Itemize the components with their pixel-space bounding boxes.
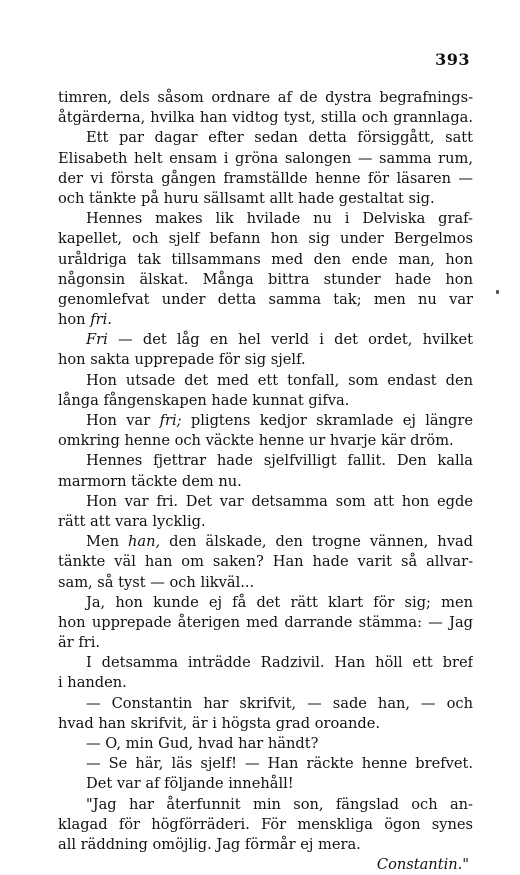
- page-number: 393: [435, 50, 470, 69]
- text-line: hvad han skrifvit, är i högsta grad oroande.: [58, 714, 381, 732]
- text-line: Hon var fri; pligtens kedjor skramlade ej längre: [86, 412, 473, 429]
- text-line: Fri — det låg en hel verld i det ordet, hvilket: [86, 331, 473, 349]
- text-line: kapellet, och sjelf befann hon sig under Bergelmos: [58, 230, 473, 248]
- text-line: rätt att vara lycklig.: [58, 512, 206, 530]
- text-line: Ett par dagar efter sedan detta försiggått, satt: [86, 129, 473, 147]
- text-line: omkring henne och väckte henne ur hvarje kär dröm.: [58, 432, 454, 450]
- text-line: Elisabeth helt ensam i gröna salongen — samma rum,: [58, 149, 473, 167]
- text-line: och tänkte på huru sällsamt allt hade gestaltat sig.: [58, 189, 435, 207]
- signature-line: [58, 855, 473, 875]
- text-line: hon fri.: [58, 311, 112, 329]
- text-line: är fri.: [58, 634, 100, 652]
- text-line: åtgärderna, hvilka han vidtog tyst, stilla och grannlaga.: [58, 109, 473, 127]
- text-line: timren, dels såsom ordnare af de dystra begrafnings-: [58, 89, 473, 106]
- text-line: all räddning omöjlig. Jag förmår ej mera.: [58, 835, 361, 853]
- emphasis: fri;: [159, 412, 182, 429]
- emphasis: Fri: [86, 331, 108, 349]
- text-line: sam, så tyst — och likväl...: [58, 573, 255, 591]
- text-line: — Constantin har skrifvit, — sade han, — och: [86, 694, 473, 712]
- emphasis: han,: [127, 533, 161, 551]
- text-line: Hon utsade det med ett tonfall, som endast den: [86, 371, 473, 389]
- text-line: någonsin älskat. Många bittra stunder hade hon: [58, 270, 473, 288]
- emphasis: fri.: [90, 311, 112, 329]
- text-line: Men han, den älskade, den trogne vännen, hvad: [86, 533, 473, 551]
- text-line: uråldriga tak tillsammans med den ende man, hon: [58, 250, 473, 268]
- text-line: marmorn täckte dem nu.: [58, 472, 242, 490]
- text-line: der vi första gången framställde henne för läsaren —: [58, 169, 473, 187]
- text-line: långa fångenskapen hade kunnat gifva.: [58, 391, 350, 409]
- signature: Constantin.": [376, 856, 469, 874]
- text-line: i handen.: [58, 674, 127, 692]
- text-line: Ja, hon kunde ej få det rätt klart för sig; men: [86, 593, 473, 611]
- text-line: Hon var fri. Det var detsamma som att hon egde: [86, 492, 473, 510]
- text-line: klagad för högförräderi. För menskliga ögon synes: [58, 815, 473, 833]
- text-line: — O, min Gud, hvad har händt?: [86, 735, 319, 752]
- text-line: Det var af följande innehåll!: [86, 775, 294, 793]
- margin-mark: [496, 290, 499, 294]
- text-line: genomlefvat under detta samma tak; men nu var: [58, 290, 473, 308]
- text-line: hon sakta upprepade för sig sjelf.: [58, 351, 306, 369]
- text-line: I detsamma inträdde Radzivil. Han höll ett bref: [86, 654, 473, 672]
- text-line: — Se här, läs sjelf! — Han räckte henne brefvet.: [86, 755, 473, 773]
- text-line: Hennes fjettrar hade sjelfvilligt fallit. Den kalla: [86, 452, 473, 470]
- text-line: Hennes makes lik hvilade nu i Delviska graf-: [86, 210, 473, 228]
- text-line: tänkte väl han om saken? Han hade varit så allvar-: [58, 553, 473, 571]
- text-line: "Jag har återfunnit min son, fängslad och an-: [86, 795, 473, 813]
- body-text: [58, 88, 473, 875]
- text-line: hon upprepade återigen med darrande stämma: — Jag: [58, 613, 473, 631]
